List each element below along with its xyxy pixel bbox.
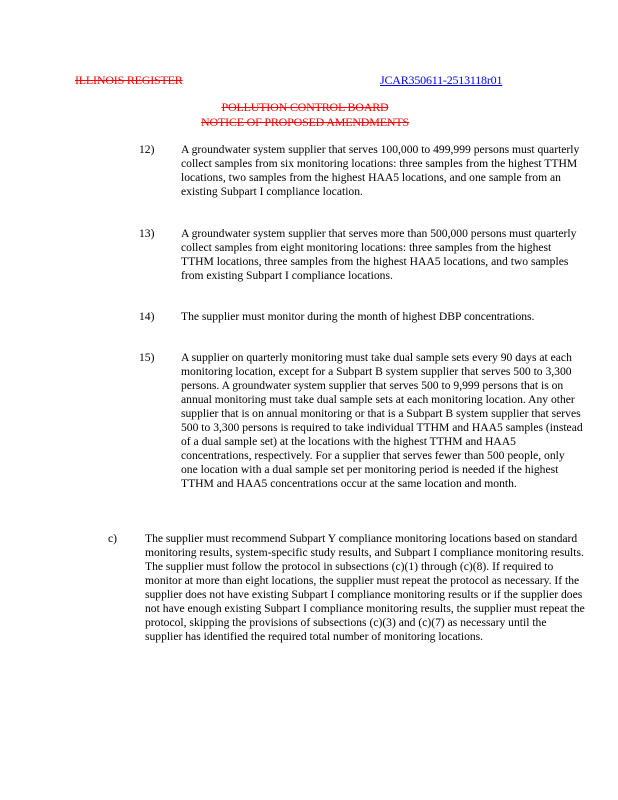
- subsection-label: c): [108, 532, 118, 545]
- notice-title: NOTICE OF PROPOSED AMENDMENTS: [201, 115, 409, 129]
- register-header: ILLINOIS REGISTER: [75, 73, 183, 87]
- item-number: 12): [139, 143, 155, 156]
- item-text: A groundwater system supplier that serves 100,000 to 499,999 persons must quarterly collect samples from six monitoring locations: three samples from the highest TTHM locations, two samples from the highest HAA5 locations, and one sample from an existing Subpart I compliance location.: [181, 143, 580, 198]
- agency-title: POLLUTION CONTROL BOARD: [221, 100, 389, 114]
- item-text: The supplier must monitor during the month of highest DBP concentrations.: [181, 310, 535, 323]
- item-number: 13): [139, 227, 155, 240]
- item-number: 14): [139, 310, 155, 323]
- item-number: 15): [139, 351, 155, 364]
- item-text: A groundwater system supplier that serves more than 500,000 persons must quarterly collect samples from eight monitoring locations: three samples from the highest TTHM locations, three samples from the highest HAA5 locations, and two samples from existing Subpart I compliance locations.: [181, 227, 577, 282]
- jcar-reference-link[interactable]: JCAR350611-2513118r01: [380, 73, 503, 87]
- item-text: A supplier on quarterly monitoring must take dual sample sets every 90 days at each monitoring location, except for a Subpart B system supplier that serves 500 to 3,300 persons. A groundwater system supplier that serves 500 to 9,999 persons that is on annual monitoring must take dual sample sets at each monitoring location. Any other supplier that is on annual monitoring or that is a Subpart B system supplier that serves 500 to 3,300 persons is required to take individual TTHM and HAA5 samples (instead of a dual sample set) at the locations with the highest TTHM and HAA5 concentrations, respectively. For a supplier that serves fewer than 500 people, only one location with a dual sample set per monitoring period is needed if the highest TTHM and HAA5 concentrations occur at the same location and month.: [181, 351, 583, 490]
- subsection-text: The supplier must recommend Subpart Y compliance monitoring locations based on standard monitoring results, system-specific study results, and Subpart I compliance monitoring results. The supplier must follow the protocol in subsections (c)(1) through (c)(8). If required to monitor at more than eight locations, the supplier must repeat the protocol as necessary. If the supplier does not have existing Subpart I compliance monitoring results or if the supplier does not have enough existing Subpart I compliance monitoring results, the supplier must repeat the protocol, skipping the provisions of subsections (c)(3) and (c)(7) as necessary until the supplier has identified the required total number of monitoring locations.: [145, 532, 585, 643]
